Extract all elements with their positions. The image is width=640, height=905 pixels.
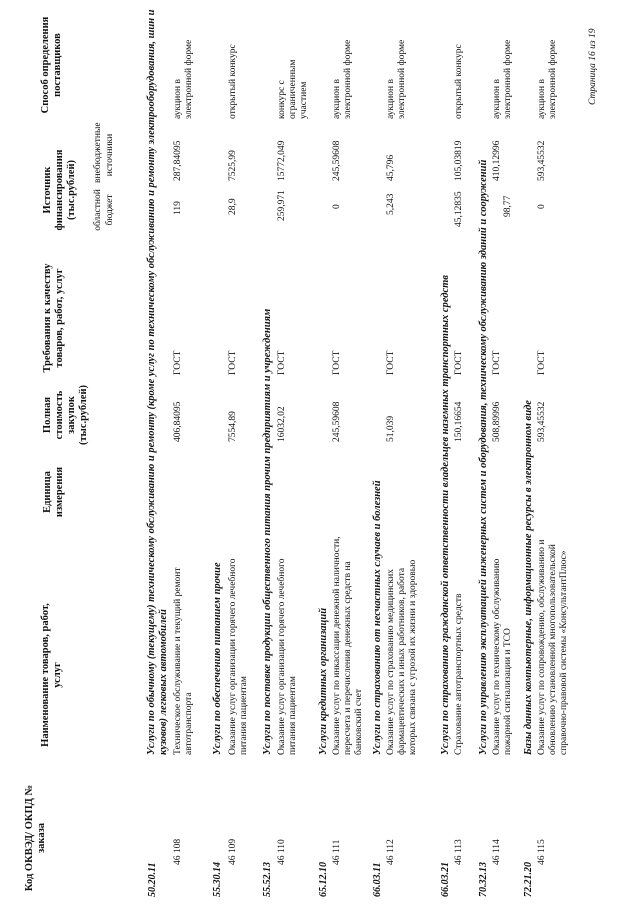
item-cost: 150,16654 <box>454 401 464 442</box>
item-method: аукцион в электронной форме <box>537 39 558 119</box>
item-requirement: ГОСТ <box>492 350 502 375</box>
item-cost: 7554,89 <box>228 411 238 442</box>
section-title: Услуги по поставке продукции общественного питания прочим предприятиям и учреждениям <box>262 308 273 755</box>
item-name: Оказание услуг организации горячего лечебного питания пациентам <box>277 558 298 755</box>
item-name: Оказание услуг по страхованию медицинских фармацевтических и иных работников, работа которых связана с угрозой их жизни и здоровью <box>386 559 418 755</box>
item-extra-budget: 245,59608 <box>332 140 342 181</box>
header-requirements: Требования к качеству товаров, работ, услуг <box>42 263 65 373</box>
item-requirement: ГОСТ <box>173 350 183 375</box>
section-title: Базы данных компьютерные, информационные ресурсы в электронном виде <box>523 400 534 755</box>
item-extra-budget: 105,03819 <box>454 140 464 181</box>
item-regional-budget: 45,12835 <box>454 191 464 227</box>
section-code: 66.03.11 <box>372 862 383 897</box>
item-method: конкурс с ограниченным участием <box>277 59 309 119</box>
order-number: 46 112 <box>386 839 396 865</box>
section-code: 70.32.13 <box>478 862 489 897</box>
section-code: 66.03.21 <box>440 862 451 897</box>
item-extra-budget: 287,84095 <box>173 140 183 181</box>
item-cost: 406,84095 <box>173 401 183 442</box>
order-number: 46 108 <box>173 838 183 865</box>
item-regional-budget: 5,243 <box>386 193 396 215</box>
item-cost: 16032,02 <box>277 406 287 442</box>
order-number: 46 109 <box>228 838 238 865</box>
item-regional-budget: 0 <box>332 204 342 209</box>
item-requirement: ГОСТ <box>386 350 396 375</box>
header-code: Код ОКВЭД/ ОКПД № заказа <box>24 784 47 892</box>
item-regional-budget: 119 <box>173 201 183 215</box>
section-title: Услуги по страхованию гражданской ответственности владельцев наземных транспортных средств <box>440 275 451 755</box>
header-cost: Полная стоимость закупок (тыс.рублей) <box>42 384 89 446</box>
section-code: 65.12.10 <box>318 862 329 897</box>
item-regional-budget: 98,77 <box>503 195 513 217</box>
item-regional-budget: 0 <box>537 204 547 209</box>
section-code: 50.20.11 <box>147 862 158 897</box>
header-source: Источник финансирования (тыс.рублей) <box>42 149 77 231</box>
item-extra-budget: 7525,99 <box>228 150 238 181</box>
item-regional-budget: 259,971 <box>277 190 287 221</box>
order-number: 46 110 <box>277 839 287 865</box>
order-number: 46 111 <box>332 839 342 865</box>
item-name: Оказание услуг организации горячего лечебного питания пациентам <box>228 558 249 755</box>
order-number: 46 115 <box>537 839 547 865</box>
header-source-regional: областной бюджет <box>93 189 115 231</box>
item-regional-budget: 28,9 <box>228 198 238 215</box>
item-requirement: ГОСТ <box>228 350 238 375</box>
page-footer: Страница 16 из 19 <box>588 28 598 105</box>
item-extra-budget: 593,45532 <box>537 140 547 181</box>
item-name: Оказание услуг по техническому обслуживанию пожарной сигнализации и ТСО <box>492 558 513 755</box>
item-name: Техническое обслуживание и текущий ремонт автотранспорта <box>173 567 194 755</box>
item-extra-budget: 410,12996 <box>492 140 502 181</box>
item-cost: 245,59608 <box>332 401 342 442</box>
header-source-extra: внебюджетные источники <box>93 122 115 183</box>
item-method: аукцион в электронной форме <box>492 39 513 119</box>
order-number: 46 114 <box>492 839 502 865</box>
header-method: Способ определения поставщиков <box>40 16 63 114</box>
item-cost: 593,45532 <box>537 401 547 442</box>
section-title: Услуги по обеспечению питанием прочие <box>212 562 223 755</box>
section-code: 72.21.20 <box>523 862 534 897</box>
section-code: 55.52.13 <box>262 862 273 897</box>
item-name: Оказание услуг по сопровождению, обслуживанию и обновлению установленной многопользовательской справочно-правовой системы «КонсультантПлюс» <box>537 539 569 755</box>
item-method: аукцион в электронной форме <box>386 39 407 119</box>
item-requirement: ГОСТ <box>277 350 287 375</box>
item-cost: 508,89996 <box>492 401 502 442</box>
item-extra-budget: 15772,049 <box>277 140 287 181</box>
section-title: Услуги по управлению эксплуатацией инженерных систем и оборудования, техническому обслуживанию зданий и сооружений <box>478 159 489 755</box>
item-name: Оказание услуг по инкассации денежной наличности, пересчета и перечисления денежных средств на банковский счет <box>332 536 364 755</box>
section-title: Услуги по страхованию от несчастных случаев и болезней <box>372 480 383 755</box>
section-title: Услуги кредитных организаций <box>318 607 329 755</box>
order-number: 46 113 <box>454 839 464 865</box>
item-method: открытый конкурс <box>228 44 238 119</box>
item-extra-budget: 45,796 <box>386 154 396 181</box>
item-requirement: ГОСТ <box>537 350 547 375</box>
item-requirement: ГОСТ <box>454 350 464 375</box>
item-method: аукцион в электронной форме <box>173 39 194 119</box>
section-title: Услуги по обычному (текущему) техническому обслуживанию и ремонту (кроме услуг по техническому обслуживанию и ремонту электрооборудования, шин и кузовов) легковых автомобилей <box>146 9 169 755</box>
item-requirement: ГОСТ <box>332 350 342 375</box>
item-method: аукцион в электронной форме <box>332 39 353 119</box>
section-code: 55.30.14 <box>212 862 223 897</box>
item-name: Страхование автотранспортных средств <box>454 593 464 755</box>
header-name: Наименование товаров, работ, услуг <box>40 603 63 747</box>
header-unit: Единица измерения <box>42 466 65 518</box>
item-cost: 51,039 <box>386 415 396 442</box>
item-method: открытый конкурс <box>454 44 464 119</box>
